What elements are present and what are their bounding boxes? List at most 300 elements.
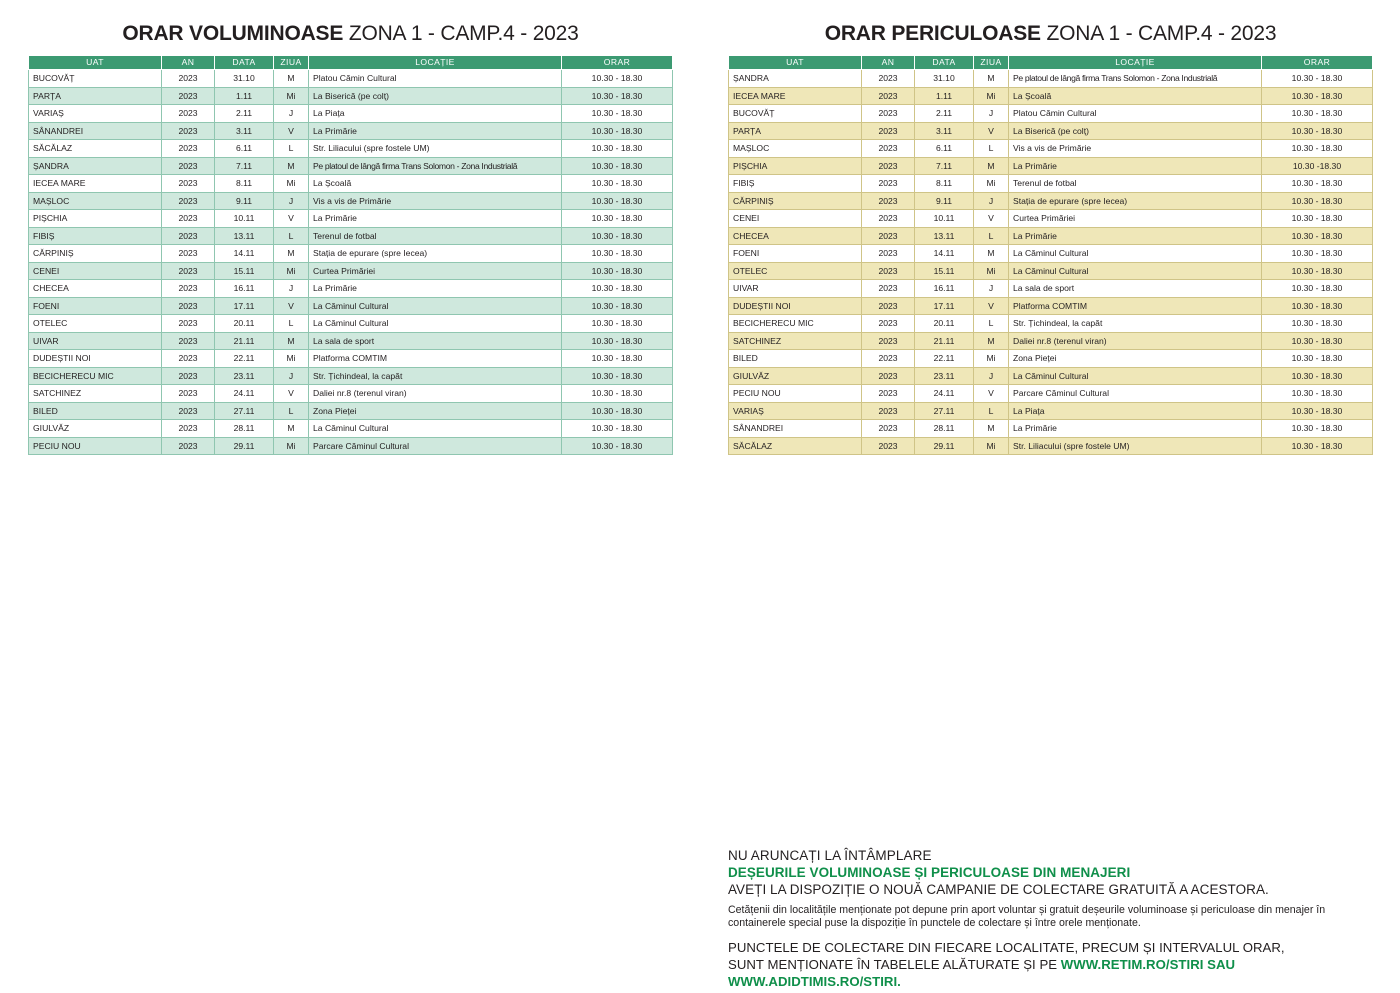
table-row bbox=[729, 402, 1373, 420]
cell-data: 16.11 bbox=[915, 280, 974, 298]
table-header-row bbox=[729, 56, 1373, 70]
table-row bbox=[729, 157, 1373, 175]
cell-ziua: M bbox=[974, 332, 1009, 350]
cell-ziua: L bbox=[974, 315, 1009, 333]
column-header-ziua: ZIUA bbox=[974, 56, 1009, 70]
cell-uat: BILED bbox=[29, 402, 162, 420]
cell-an: 2023 bbox=[162, 157, 215, 175]
cell-ziua: J bbox=[974, 105, 1009, 123]
cell-ziua: M bbox=[274, 332, 309, 350]
cell-locatie: La Primărie bbox=[309, 122, 562, 140]
table-row bbox=[29, 105, 673, 123]
cell-ziua: M bbox=[274, 245, 309, 263]
table-row bbox=[729, 122, 1373, 140]
table-row bbox=[729, 87, 1373, 105]
table-row bbox=[729, 262, 1373, 280]
cell-data: 13.11 bbox=[215, 227, 274, 245]
cell-uat: GIULVĂZ bbox=[29, 420, 162, 438]
cell-an: 2023 bbox=[162, 140, 215, 158]
table-row bbox=[29, 122, 673, 140]
cell-orar: 10.30 - 18.30 bbox=[562, 297, 673, 315]
cell-locatie: Str. Țichindeal, la capăt bbox=[309, 367, 562, 385]
cell-data: 17.11 bbox=[215, 297, 274, 315]
cell-data: 13.11 bbox=[915, 227, 974, 245]
cell-data: 29.11 bbox=[215, 437, 274, 455]
table-row bbox=[29, 262, 673, 280]
cell-uat: SĂCĂLAZ bbox=[29, 140, 162, 158]
cell-data: 7.11 bbox=[915, 157, 974, 175]
table-row bbox=[729, 245, 1373, 263]
cell-locatie: Platforma COMTIM bbox=[1009, 297, 1262, 315]
cell-ziua: Mi bbox=[974, 262, 1009, 280]
cell-locatie: La Primărie bbox=[1009, 420, 1262, 438]
column-header-locatie: LOCAȚIE bbox=[1009, 56, 1262, 70]
cell-data: 15.11 bbox=[915, 262, 974, 280]
notice-website-link[interactable]: WWW.RETIM.RO/STIRI SAU WWW.ADIDTIMIS.RO/STIRI. bbox=[728, 956, 1236, 989]
column-header-data: DATA bbox=[915, 56, 974, 70]
cell-orar: 10.30 - 18.30 bbox=[562, 157, 673, 175]
cell-ziua: J bbox=[274, 192, 309, 210]
cell-an: 2023 bbox=[862, 350, 915, 368]
table-row bbox=[729, 140, 1373, 158]
cell-an: 2023 bbox=[162, 87, 215, 105]
cell-ziua: L bbox=[274, 315, 309, 333]
cell-an: 2023 bbox=[862, 262, 915, 280]
cell-ziua: V bbox=[974, 122, 1009, 140]
table-row bbox=[729, 192, 1373, 210]
table-row bbox=[29, 175, 673, 193]
cell-ziua: L bbox=[974, 227, 1009, 245]
table-row bbox=[29, 210, 673, 228]
cell-ziua: M bbox=[974, 70, 1009, 88]
cell-locatie: La Biserică (pe colț) bbox=[309, 87, 562, 105]
cell-uat: SATCHINEZ bbox=[29, 385, 162, 403]
cell-ziua: V bbox=[274, 122, 309, 140]
cell-ziua: M bbox=[274, 157, 309, 175]
table-row bbox=[729, 350, 1373, 368]
cell-data: 2.11 bbox=[915, 105, 974, 123]
table-title-light: ZONA 1 - CAMP.4 - 2023 bbox=[1046, 22, 1277, 45]
cell-locatie: Parcare Căminul Cultural bbox=[1009, 385, 1262, 403]
cell-orar: 10.30 -18.30 bbox=[1262, 157, 1373, 175]
cell-locatie: Platforma COMTIM bbox=[309, 350, 562, 368]
cell-locatie: Daliei nr.8 (terenul viran) bbox=[309, 385, 562, 403]
column-header-ziua: ZIUA bbox=[274, 56, 309, 70]
cell-ziua: Mi bbox=[974, 350, 1009, 368]
cell-uat: VARIAȘ bbox=[29, 105, 162, 123]
table-row bbox=[729, 367, 1373, 385]
cell-orar: 10.30 - 18.30 bbox=[562, 437, 673, 455]
cell-data: 6.11 bbox=[915, 140, 974, 158]
cell-data: 20.11 bbox=[915, 315, 974, 333]
cell-an: 2023 bbox=[162, 350, 215, 368]
cell-ziua: M bbox=[974, 245, 1009, 263]
cell-data: 20.11 bbox=[215, 315, 274, 333]
cell-an: 2023 bbox=[862, 227, 915, 245]
cell-data: 1.11 bbox=[915, 87, 974, 105]
cell-uat: VARIAȘ bbox=[729, 402, 862, 420]
cell-locatie: La Căminul Cultural bbox=[1009, 245, 1262, 263]
table-row bbox=[29, 437, 673, 455]
cell-an: 2023 bbox=[862, 157, 915, 175]
cell-uat: UIVAR bbox=[29, 332, 162, 350]
cell-locatie: Platou Cămin Cultural bbox=[1009, 105, 1262, 123]
cell-orar: 10.30 - 18.30 bbox=[562, 262, 673, 280]
cell-orar: 10.30 - 18.30 bbox=[1262, 227, 1373, 245]
cell-uat: SÂNANDREI bbox=[729, 420, 862, 438]
cell-uat: SÂNANDREI bbox=[29, 122, 162, 140]
cell-ziua: L bbox=[974, 140, 1009, 158]
cell-orar: 10.30 - 18.30 bbox=[562, 420, 673, 438]
cell-data: 17.11 bbox=[915, 297, 974, 315]
cell-locatie: La Școală bbox=[1009, 87, 1262, 105]
cell-locatie: Terenul de fotbal bbox=[309, 227, 562, 245]
cell-orar: 10.30 - 18.30 bbox=[1262, 402, 1373, 420]
cell-ziua: L bbox=[274, 140, 309, 158]
cell-an: 2023 bbox=[862, 105, 915, 123]
table-row bbox=[729, 280, 1373, 298]
cell-uat: CHECEA bbox=[29, 280, 162, 298]
cell-an: 2023 bbox=[162, 122, 215, 140]
cell-orar: 10.30 - 18.30 bbox=[1262, 437, 1373, 455]
cell-data: 9.11 bbox=[915, 192, 974, 210]
table-row bbox=[29, 402, 673, 420]
cell-ziua: L bbox=[274, 227, 309, 245]
cell-orar: 10.30 - 18.30 bbox=[562, 280, 673, 298]
cell-uat: DUDEȘTII NOI bbox=[29, 350, 162, 368]
column-header-an: AN bbox=[162, 56, 215, 70]
cell-orar: 10.30 - 18.30 bbox=[562, 350, 673, 368]
cell-ziua: Mi bbox=[274, 350, 309, 368]
cell-locatie: Daliei nr.8 (terenul viran) bbox=[1009, 332, 1262, 350]
cell-locatie: Pe platoul de lângă firma Trans Solomon - Zona Industrială bbox=[1009, 70, 1262, 88]
cell-data: 2.11 bbox=[215, 105, 274, 123]
cell-uat: ȘANDRA bbox=[29, 157, 162, 175]
notice-line-5: PUNCTELE DE COLECTARE DIN FIECARE LOCALITATE, PRECUM ȘI INTERVALUL ORAR, bbox=[728, 939, 1285, 955]
schedule-block-voluminoase bbox=[28, 22, 673, 455]
cell-locatie: La Școală bbox=[309, 175, 562, 193]
table-row bbox=[29, 315, 673, 333]
cell-orar: 10.30 - 18.30 bbox=[562, 87, 673, 105]
cell-locatie: Curtea Primăriei bbox=[309, 262, 562, 280]
cell-locatie: Str. Liliacului (spre fostele UM) bbox=[309, 140, 562, 158]
cell-data: 28.11 bbox=[215, 420, 274, 438]
cell-data: 8.11 bbox=[215, 175, 274, 193]
cell-orar: 10.30 - 18.30 bbox=[1262, 192, 1373, 210]
cell-uat: SĂCĂLAZ bbox=[729, 437, 862, 455]
cell-locatie: Stația de epurare (spre Iecea) bbox=[309, 245, 562, 263]
cell-an: 2023 bbox=[162, 105, 215, 123]
cell-an: 2023 bbox=[162, 262, 215, 280]
table-row bbox=[29, 297, 673, 315]
cell-an: 2023 bbox=[862, 280, 915, 298]
cell-orar: 10.30 - 18.30 bbox=[562, 227, 673, 245]
cell-an: 2023 bbox=[162, 315, 215, 333]
cell-locatie: Str. Liliacului (spre fostele UM) bbox=[1009, 437, 1262, 455]
cell-an: 2023 bbox=[862, 140, 915, 158]
cell-data: 23.11 bbox=[915, 367, 974, 385]
cell-ziua: V bbox=[274, 210, 309, 228]
cell-locatie: La Căminul Cultural bbox=[1009, 367, 1262, 385]
cell-orar: 10.30 - 18.30 bbox=[562, 332, 673, 350]
cell-ziua: Mi bbox=[274, 87, 309, 105]
cell-locatie: La Căminul Cultural bbox=[1009, 262, 1262, 280]
table-row bbox=[729, 297, 1373, 315]
cell-uat: BUCOVĂȚ bbox=[29, 70, 162, 88]
cell-uat: PARȚA bbox=[29, 87, 162, 105]
cell-orar: 10.30 - 18.30 bbox=[562, 210, 673, 228]
table-row bbox=[29, 420, 673, 438]
notice-line-6 bbox=[728, 956, 1378, 990]
cell-ziua: Mi bbox=[274, 175, 309, 193]
cell-data: 8.11 bbox=[915, 175, 974, 193]
table-row bbox=[29, 332, 673, 350]
cell-locatie: La Căminul Cultural bbox=[309, 297, 562, 315]
table-row bbox=[29, 192, 673, 210]
cell-uat: PIȘCHIA bbox=[729, 157, 862, 175]
cell-data: 31.10 bbox=[915, 70, 974, 88]
cell-uat: BECICHERECU MIC bbox=[29, 367, 162, 385]
cell-orar: 10.30 - 18.30 bbox=[1262, 280, 1373, 298]
cell-an: 2023 bbox=[862, 332, 915, 350]
table-row bbox=[729, 332, 1373, 350]
cell-locatie: La sala de sport bbox=[309, 332, 562, 350]
cell-orar: 10.30 - 18.30 bbox=[562, 140, 673, 158]
cell-ziua: Mi bbox=[274, 262, 309, 280]
table-title-voluminoase bbox=[28, 22, 673, 46]
cell-ziua: V bbox=[974, 385, 1009, 403]
cell-orar: 10.30 - 18.30 bbox=[562, 175, 673, 193]
cell-an: 2023 bbox=[162, 210, 215, 228]
table-row bbox=[729, 105, 1373, 123]
cell-orar: 10.30 - 18.30 bbox=[1262, 385, 1373, 403]
cell-orar: 10.30 - 18.30 bbox=[1262, 367, 1373, 385]
notice-line-6-prefix: SUNT MENȚIONATE ÎN TABELELE ALĂTURATE ȘI PE bbox=[728, 956, 1061, 972]
cell-orar: 10.30 - 18.30 bbox=[1262, 175, 1373, 193]
cell-locatie: Zona Pieței bbox=[1009, 350, 1262, 368]
cell-locatie: La Căminul Cultural bbox=[309, 315, 562, 333]
cell-uat: FIBIȘ bbox=[729, 175, 862, 193]
cell-an: 2023 bbox=[162, 245, 215, 263]
table-row bbox=[729, 315, 1373, 333]
column-header-uat: UAT bbox=[729, 56, 862, 70]
cell-orar: 10.30 - 18.30 bbox=[1262, 420, 1373, 438]
table-row bbox=[29, 367, 673, 385]
cell-an: 2023 bbox=[862, 437, 915, 455]
cell-locatie: La Primărie bbox=[1009, 227, 1262, 245]
cell-ziua: V bbox=[274, 385, 309, 403]
table-title-periculoase bbox=[728, 22, 1373, 46]
cell-ziua: V bbox=[974, 297, 1009, 315]
cell-uat: BECICHERECU MIC bbox=[729, 315, 862, 333]
cell-uat: ȘANDRA bbox=[729, 70, 862, 88]
cell-data: 24.11 bbox=[215, 385, 274, 403]
cell-data: 27.11 bbox=[915, 402, 974, 420]
cell-orar: 10.30 - 18.30 bbox=[1262, 350, 1373, 368]
cell-locatie: Pe platoul de lângă firma Trans Solomon - Zona Industrială bbox=[309, 157, 562, 175]
cell-uat: BUCOVĂȚ bbox=[729, 105, 862, 123]
table-row bbox=[29, 157, 673, 175]
cell-locatie: La Primărie bbox=[309, 280, 562, 298]
cell-an: 2023 bbox=[162, 175, 215, 193]
cell-ziua: M bbox=[974, 157, 1009, 175]
cell-data: 3.11 bbox=[915, 122, 974, 140]
cell-ziua: J bbox=[274, 105, 309, 123]
notice-paragraph: Cetățenii din localitățile menționate pot depune prin aport voluntar și gratuit deșeurile voluminoase și periculoase din menajer în containerele special puse la dispoziție în punctele de colectare și între orele menționate. bbox=[728, 904, 1326, 930]
cell-an: 2023 bbox=[862, 367, 915, 385]
column-header-orar: ORAR bbox=[1262, 56, 1373, 70]
cell-locatie: Platou Cămin Cultural bbox=[309, 70, 562, 88]
cell-uat: UIVAR bbox=[729, 280, 862, 298]
column-header-uat: UAT bbox=[29, 56, 162, 70]
column-header-locatie: LOCAȚIE bbox=[309, 56, 562, 70]
cell-orar: 10.30 - 18.30 bbox=[1262, 332, 1373, 350]
cell-data: 29.11 bbox=[915, 437, 974, 455]
table-row bbox=[729, 175, 1373, 193]
cell-locatie: Stația de epurare (spre Iecea) bbox=[1009, 192, 1262, 210]
table-title-light: ZONA 1 - CAMP.4 - 2023 bbox=[348, 22, 579, 45]
cell-ziua: L bbox=[274, 402, 309, 420]
cell-uat: CENEI bbox=[729, 210, 862, 228]
cell-data: 14.11 bbox=[215, 245, 274, 263]
schedule-table-voluminoase bbox=[28, 55, 673, 455]
schedule-table-body-voluminoase bbox=[29, 70, 673, 455]
cell-an: 2023 bbox=[162, 297, 215, 315]
table-row bbox=[29, 385, 673, 403]
cell-uat: PARȚA bbox=[729, 122, 862, 140]
table-row bbox=[29, 140, 673, 158]
cell-uat: PIȘCHIA bbox=[29, 210, 162, 228]
cell-ziua: J bbox=[974, 192, 1009, 210]
cell-an: 2023 bbox=[162, 367, 215, 385]
cell-data: 15.11 bbox=[215, 262, 274, 280]
cell-ziua: M bbox=[274, 70, 309, 88]
cell-uat: OTELEC bbox=[29, 315, 162, 333]
cell-data: 9.11 bbox=[215, 192, 274, 210]
cell-locatie: La Primărie bbox=[1009, 157, 1262, 175]
table-row bbox=[729, 437, 1373, 455]
cell-locatie: La sala de sport bbox=[1009, 280, 1262, 298]
cell-orar: 10.30 - 18.30 bbox=[562, 367, 673, 385]
cell-orar: 10.30 - 18.30 bbox=[1262, 87, 1373, 105]
cell-uat: MAȘLOC bbox=[29, 192, 162, 210]
cell-an: 2023 bbox=[862, 420, 915, 438]
cell-an: 2023 bbox=[862, 122, 915, 140]
cell-data: 23.11 bbox=[215, 367, 274, 385]
cell-an: 2023 bbox=[162, 227, 215, 245]
cell-ziua: V bbox=[974, 210, 1009, 228]
cell-locatie: Curtea Primăriei bbox=[1009, 210, 1262, 228]
cell-data: 21.11 bbox=[915, 332, 974, 350]
schedule-table-body-periculoase bbox=[729, 70, 1373, 455]
cell-ziua: J bbox=[974, 367, 1009, 385]
cell-orar: 10.30 - 18.30 bbox=[562, 70, 673, 88]
table-row bbox=[29, 350, 673, 368]
cell-uat: FOENI bbox=[729, 245, 862, 263]
column-header-orar: ORAR bbox=[562, 56, 673, 70]
notice-line-1: NU ARUNCAȚI LA ÎNTÂMPLARE bbox=[728, 848, 932, 863]
cell-data: 24.11 bbox=[915, 385, 974, 403]
cell-orar: 10.30 - 18.30 bbox=[1262, 105, 1373, 123]
cell-orar: 10.30 - 18.30 bbox=[1262, 245, 1373, 263]
cell-uat: PECIU NOU bbox=[29, 437, 162, 455]
cell-uat: CHECEA bbox=[729, 227, 862, 245]
cell-an: 2023 bbox=[862, 315, 915, 333]
cell-orar: 10.30 - 18.30 bbox=[562, 245, 673, 263]
cell-ziua: Mi bbox=[974, 175, 1009, 193]
cell-locatie: Parcare Căminul Cultural bbox=[309, 437, 562, 455]
cell-ziua: J bbox=[974, 280, 1009, 298]
table-row bbox=[29, 245, 673, 263]
cell-orar: 10.30 - 18.30 bbox=[1262, 315, 1373, 333]
cell-ziua: J bbox=[274, 367, 309, 385]
cell-uat: GIULVĂZ bbox=[729, 367, 862, 385]
cell-ziua: V bbox=[274, 297, 309, 315]
table-row bbox=[29, 87, 673, 105]
cell-uat: SATCHINEZ bbox=[729, 332, 862, 350]
cell-orar: 10.30 - 18.30 bbox=[562, 315, 673, 333]
cell-locatie: Str. Țichindeal, la capăt bbox=[1009, 315, 1262, 333]
cell-ziua: Mi bbox=[974, 437, 1009, 455]
table-row bbox=[29, 70, 673, 88]
table-row bbox=[29, 280, 673, 298]
cell-an: 2023 bbox=[862, 175, 915, 193]
cell-ziua: Mi bbox=[274, 437, 309, 455]
cell-locatie: Vis a vis de Primărie bbox=[1009, 140, 1262, 158]
cell-orar: 10.30 - 18.30 bbox=[1262, 210, 1373, 228]
table-header-row bbox=[29, 56, 673, 70]
cell-uat: PECIU NOU bbox=[729, 385, 862, 403]
cell-ziua: L bbox=[974, 402, 1009, 420]
cell-an: 2023 bbox=[162, 437, 215, 455]
cell-uat: MAȘLOC bbox=[729, 140, 862, 158]
cell-uat: CĂRPINIȘ bbox=[29, 245, 162, 263]
cell-orar: 10.30 - 18.30 bbox=[562, 122, 673, 140]
cell-locatie: Terenul de fotbal bbox=[1009, 175, 1262, 193]
cell-uat: BILED bbox=[729, 350, 862, 368]
table-row bbox=[729, 70, 1373, 88]
cell-data: 27.11 bbox=[215, 402, 274, 420]
cell-data: 14.11 bbox=[915, 245, 974, 263]
cell-data: 10.11 bbox=[215, 210, 274, 228]
cell-locatie: La Piața bbox=[309, 105, 562, 123]
cell-orar: 10.30 - 18.30 bbox=[562, 192, 673, 210]
cell-orar: 10.30 - 18.30 bbox=[562, 402, 673, 420]
cell-orar: 10.30 - 18.30 bbox=[1262, 70, 1373, 88]
cell-an: 2023 bbox=[862, 87, 915, 105]
cell-orar: 10.30 - 18.30 bbox=[562, 385, 673, 403]
cell-uat: FIBIȘ bbox=[29, 227, 162, 245]
cell-an: 2023 bbox=[862, 385, 915, 403]
column-header-an: AN bbox=[862, 56, 915, 70]
cell-an: 2023 bbox=[162, 385, 215, 403]
cell-an: 2023 bbox=[162, 192, 215, 210]
notice-line-3: AVEȚI LA DISPOZIȚIE O NOUĂ CAMPANIE DE COLECTARE GRATUITĂ A ACESTORA. bbox=[728, 882, 1269, 897]
cell-data: 1.11 bbox=[215, 87, 274, 105]
table-row bbox=[729, 385, 1373, 403]
cell-uat: IECEA MARE bbox=[29, 175, 162, 193]
cell-orar: 10.30 - 18.30 bbox=[1262, 140, 1373, 158]
table-row bbox=[729, 420, 1373, 438]
cell-uat: CĂRPINIȘ bbox=[729, 192, 862, 210]
table-row bbox=[29, 227, 673, 245]
cell-data: 6.11 bbox=[215, 140, 274, 158]
cell-an: 2023 bbox=[862, 402, 915, 420]
table-row bbox=[729, 210, 1373, 228]
cell-uat: DUDEȘTII NOI bbox=[729, 297, 862, 315]
cell-data: 10.11 bbox=[915, 210, 974, 228]
schedule-block-periculoase bbox=[728, 22, 1373, 455]
